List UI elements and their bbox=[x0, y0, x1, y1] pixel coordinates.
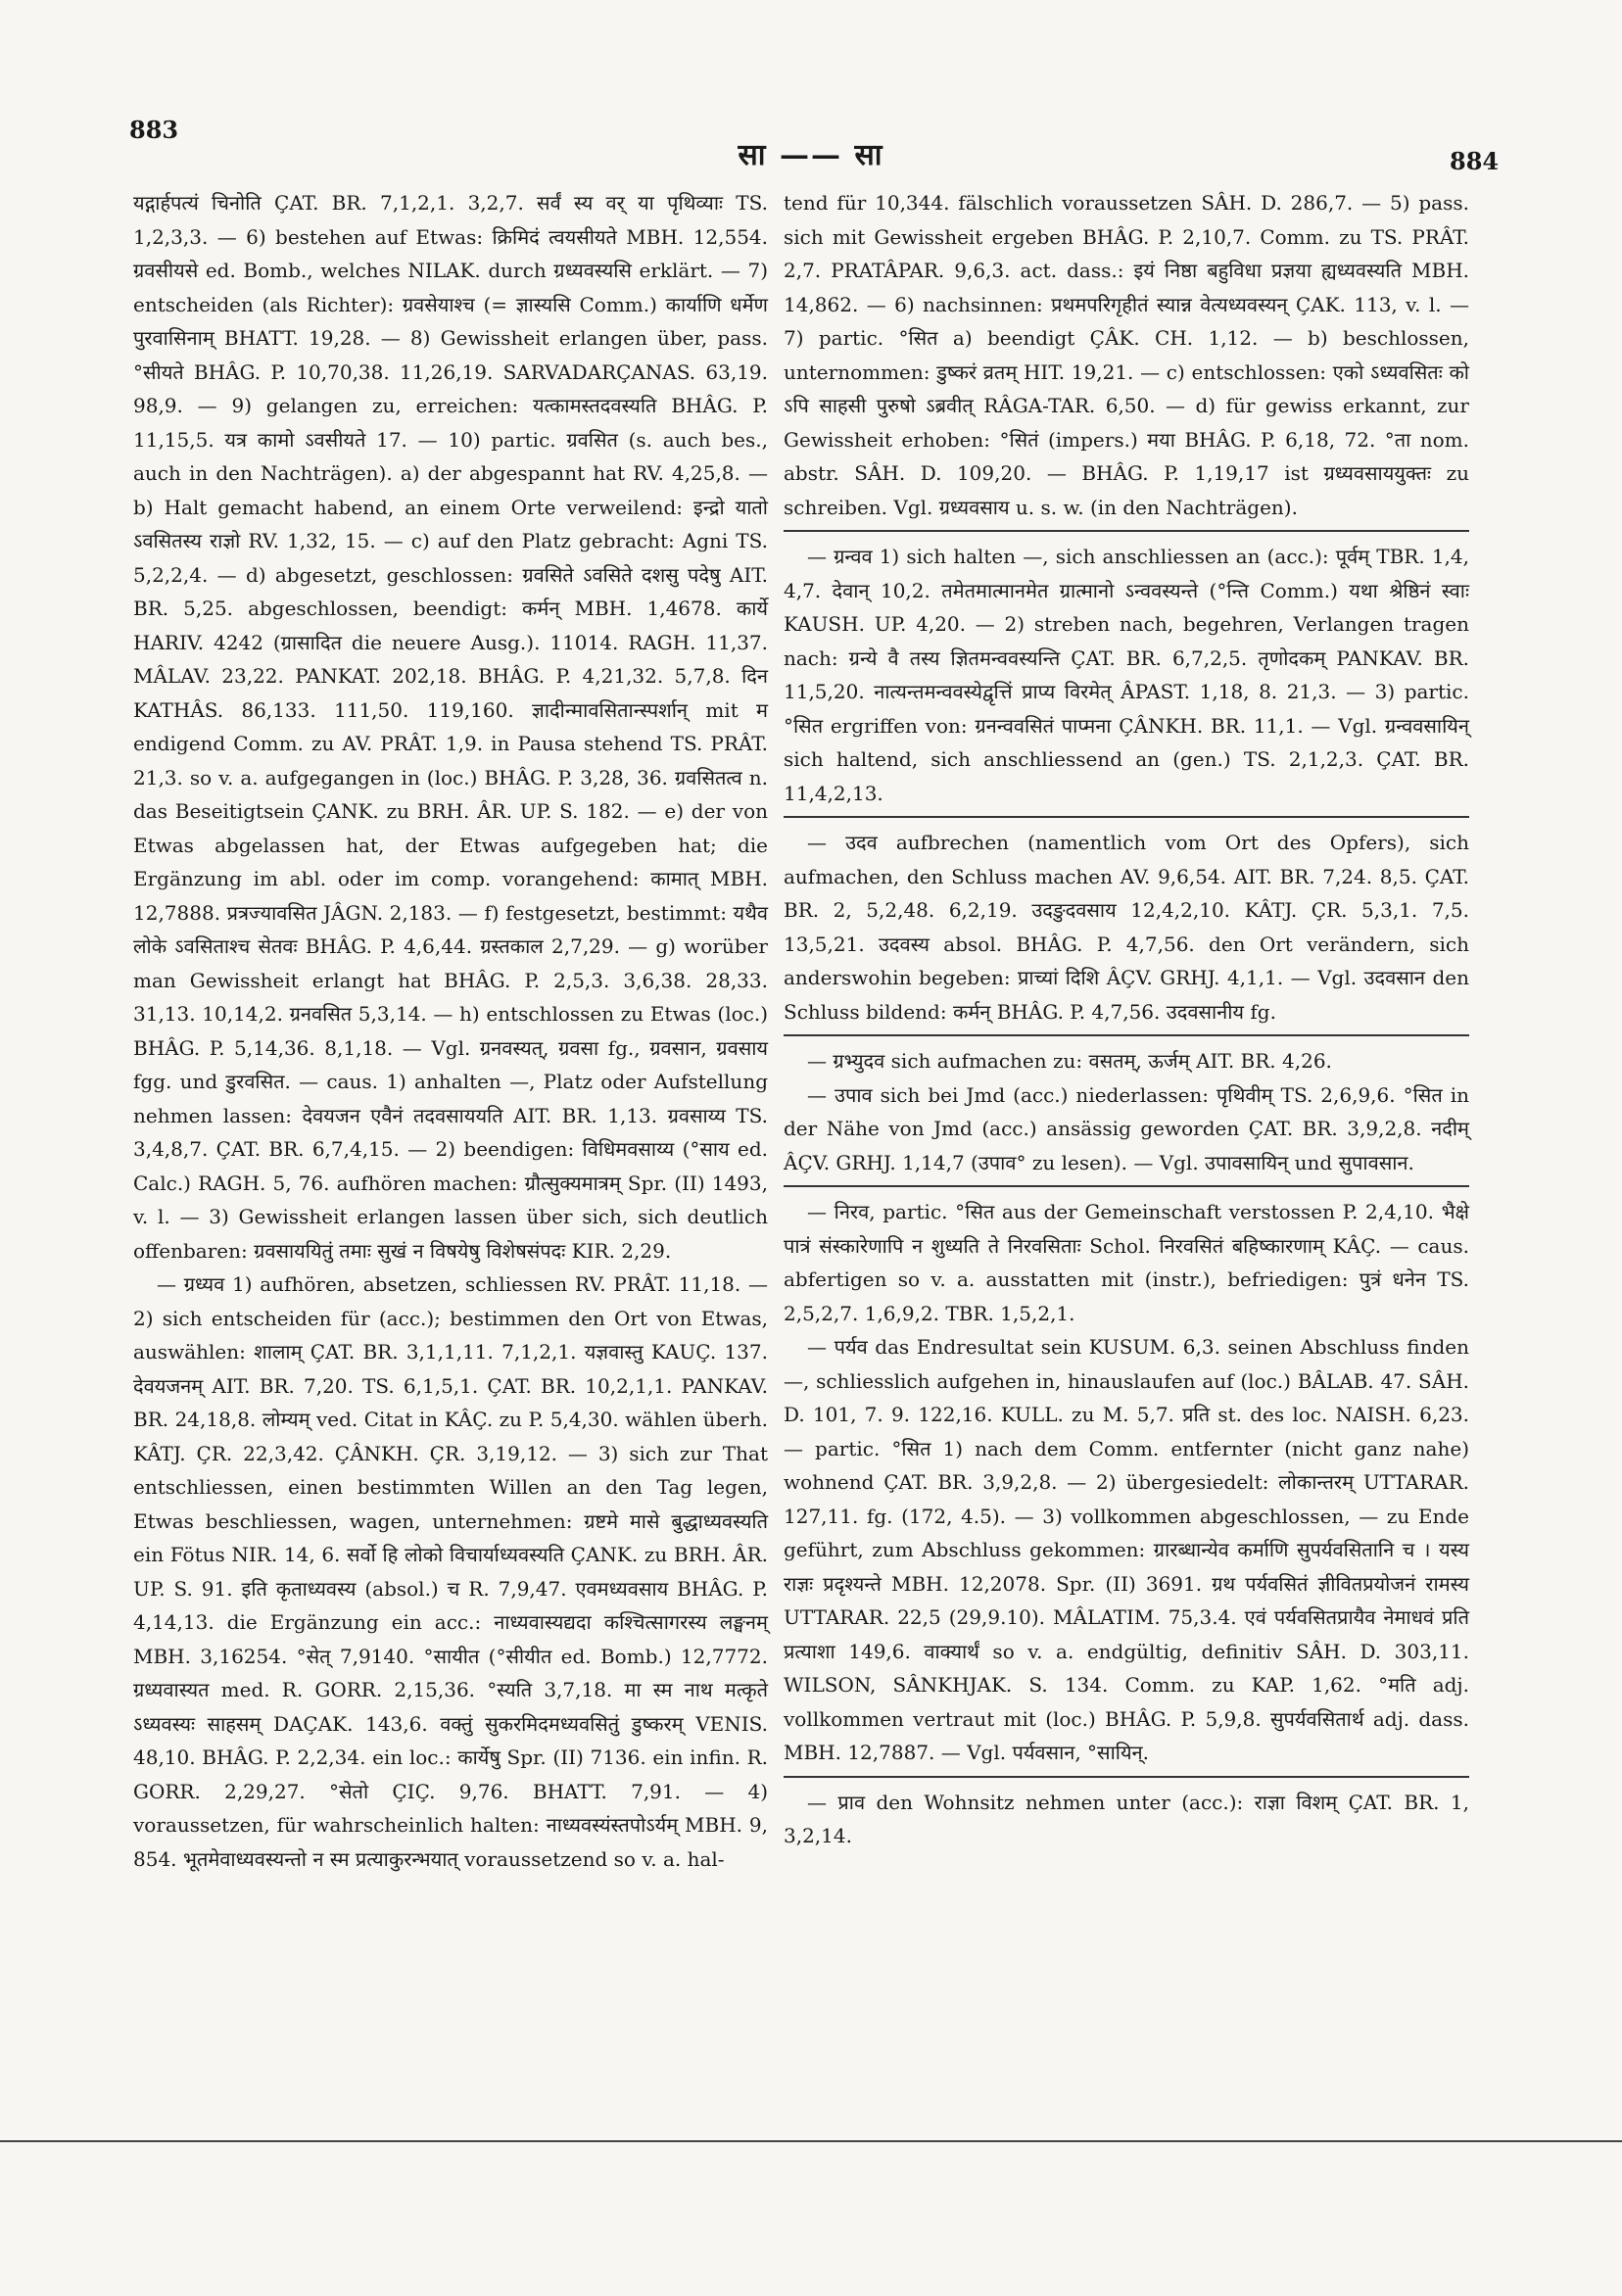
entry-paragraph: — ग्रभ्युदव sich aufmachen zu: वसतम्, ऊर्जम् AIT. BR. 4,26. bbox=[807, 1049, 1332, 1073]
entry-paragraph: — ग्रन्वव 1) sich halten —, sich anschliessen an (acc.): पूर्वम् TBR. 1,4, 4,7. देवान् 10,2. तमेतमात्मानमेत ग्रात्मानो ऽन्ववस्यन्ते (°न्ति Comm.) यथा श्रेष्ठिनं स्वाः KAUSH. UP. 4,20. — 2) streben nach, begehren, Verlangen tragen nach: ग्रन्ये वै तस्य ज्ञितमन्ववस्यन्ति ÇAT. BR. 6,7,2,5. तृणोदकम् PANKAV. BR. 11,5,20. नात्यन्तमन्ववस्येद्वृत्तिं प्राप्य विरमेत् ÂPAST. 1,18, 8. 21,3. — 3) partic. °सित ergriffen von: ग्रनन्ववसितं पाप्मना ÇÂNKH. BR. 11,1. — Vgl. ग्रन्ववसायिन् sich haltend, sich anschliessend an (gen.) TS. 2,1,2,3. ÇAT. BR. 11,4,2,13. bbox=[784, 545, 1469, 805]
left-page-number: 883 bbox=[129, 116, 179, 144]
running-head: सा —— सा bbox=[738, 138, 884, 172]
entry-separator bbox=[784, 816, 1469, 818]
entry-paragraph: — निरव, partic. °सित aus der Gemeinschaft verstossen P. 2,4,10. भैक्षे पात्रं संस्कारेणापि न शुध्यति ते निरवसिताः Schol. निरवसितं बहिष्कारणाम् KÂÇ. — caus. abfertigen so v. a. ausstatten mit (instr.), befriedigen: पुत्रं धनेन TS. 2,5,2,7. 1,6,9,2. TBR. 1,5,2,1. bbox=[784, 1200, 1469, 1325]
entry-separator bbox=[784, 1185, 1469, 1187]
entry-paragraph: — उपाव sich bei Jmd (acc.) niederlassen: पृथिवीम् TS. 2,6,9,6. °सित in der Nähe von Jmd (acc.) ansässig geworden ÇAT. BR. 3,9,2,8. नदीम् ÂÇV. GRHJ. 1,14,7 (उपाव° zu lesen). — Vgl. उपावसायिन् und सुपावसान. bbox=[784, 1082, 1469, 1174]
entry-paragraph: tend für 10,344. fälschlich voraussetzen SÂH. D. 286,7. — 5) pass. sich mit Gewissheit ergeben BHÂG. P. 2,10,7. Comm. zu TS. PRÂT. 2,7. PRATÂPAR. 9,6,3. act. dass.: इयं निष्ठा बहुविधा प्रज्ञया ह्यध्यवस्यति MBH. 14,862. — 6) nachsinnen: प्रथमपरिगृहीतं स्यान्न वेत्यध्यवस्यन् ÇAK. 113, v. l. — 7) partic. °सित a) beendigt ÇÂK. CH. 1,12. — b) beschlossen, unternommen: डुष्करं व्रतम् HIT. 19,21. — c) entschlossen: एको ऽध्यवसितः को ऽपि साहसी पुरुषो ऽब्रवीत् RÂGA-TAR. 6,50. — d) für gewiss erkannt, zur Gewissheit erhoben: °सितं (impers.) मया BHÂG. P. 6,18, 72. °ता nom. abstr. SÂH. D. 109,20. — BHÂG. P. 1,19,17 ist ग्रध्यवसाययुक्तः zu schreiben. Vgl. ग्रध्यवसाय u. s. w. (in den Nachträgen). bbox=[784, 191, 1469, 519]
entry-paragraph: — ग्रध्यव 1) aufhören, absetzen, schliessen RV. PRÂT. 11,18. — 2) sich entscheiden für (acc.); bestimmen den Ort von Etwas, auswählen: शालाम् ÇAT. BR. 3,1,1,11. 7,1,2,1. यज्ञवास्तु KAUÇ. 137. देवयजनम् AIT. BR. 7,20. TS. 6,1,5,1. ÇAT. BR. 10,2,1,1. PANKAV. BR. 24,18,8. लोम्यम् ved. Citat in KÂÇ. zu P. 5,4,30. wählen überh. KÂTJ. ÇR. 22,3,42. ÇÂNKH. ÇR. 3,19,12. — 3) sich zur That entschliessen, einen bestimmten Willen an den Tag legen, Etwas beschliessen, wagen, unternehmen: ग्रष्टमे मासे बुद्धाध्यवस्यति ein Fötus NIR. 14, 6. सर्वो हि लोको विचार्याध्यवस्यति ÇANK. zu BRH. ÂR. UP. S. 91. इति कृताध्यवस्य (absol.) च R. 7,9,47. एवमध्यवसाय BHÂG. P. 4,14,13. die Ergänzung ein acc.: नाध्यवास्यद्यदा कश्चित्सागरस्य लङ्घनम् MBH. 3,16254. °सेत् 7,9140. °सायीत (°सीयीत ed. Bomb.) 12,7772. ग्रध्यवास्यत med. R. GORR. 2,15,36. °स्यति 3,7,18. मा स्म नाथ मत्कृते ऽध्यवस्यः साहसम् DAÇAK. 143,6. वक्तुं सुकरमिदमध्यवसितुं डुष्करम् VENIS. 48,10. BHÂG. P. 2,2,34. ein loc.: कार्येषु Spr. (II) 7136. ein infin. R. GORR. 2,29,27. °सेतो ÇIÇ. 9,76. BHATT. 7,91. — 4) voraussetzen, für wahrscheinlich halten: नाध्यवस्यंस्तपोऽर्यम् MBH. 9, 854. भूतमेवाध्यवस्यन्तो न स्म प्रत्याकुरन्भयात् voraussetzend so v. a. hal- bbox=[133, 1272, 768, 1871]
entry-paragraph: — उदव aufbrechen (namentlich vom Ort des Opfers), sich aufmachen, den Schluss machen AV. 9,6,54. AIT. BR. 7,24. 8,5. ÇAT. BR. 2, 5,2,48. 6,2,19. उदङुदवसाय 12,4,2,10. KÂTJ. ÇR. 5,3,1. 7,5. 13,5,21. उदवस्य absol. BHÂG. P. 4,7,56. den Ort verändern, sich anderswohin begeben: प्राच्यां दिशि ÂÇV. GRHJ. 4,1,1. — Vgl. उदवसान den Schluss bildend: कर्मन् BHÂG. P. 4,7,56. उदवसानीय fg. bbox=[784, 831, 1469, 1024]
entry-paragraph: — प्राव den Wohnsitz nehmen unter (acc.): राज्ञा विशम् ÇAT. BR. 1, 3,2,14. bbox=[784, 1790, 1469, 1847]
right-column bbox=[784, 186, 1469, 1853]
left-column bbox=[133, 186, 768, 1876]
entry-separator bbox=[784, 530, 1469, 532]
entry-paragraph: — पर्यव das Endresultat sein KUSUM. 6,3. seinen Abschluss finden —, schliesslich aufgehen in, hinauslaufen auf (loc.) BÂLAB. 47. SÂH. D. 101, 7. 9. 122,16. KULL. zu M. 5,7. प्रति st. des loc. NAISH. 6,23. — partic. °सित 1) nach dem Comm. entfernter (nicht ganz nahe) wohnend ÇAT. BR. 3,9,2,8. — 2) übergesiedelt: लोकान्तरम् UTTARAR. 127,11. fg. (172, 4.5). — 3) vollkommen abgeschlossen, — zu Ende geführt, zum Abschluss gekommen: ग्रारब्धान्येव कर्माणि सुपर्यवसितानि च । यस्य राज्ञः प्रदृश्यन्ते MBH. 12,2078. Spr. (II) 3691. ग्रथ पर्यवसितं ज्ञीवितप्रयोजनं रामस्य UTTARAR. 22,5 (29,9.10). MÂLATIM. 75,3.4. एवं पर्यवसितप्रायैव नेमाधवं प्रति प्रत्याशा 149,6. वाक्यार्थं so v. a. endgültig, definitiv SÂH. D. 303,11. WILSON, SÂNKHJAK. S. 134. Comm. zu KAP. 1,62. °मति adj. vollkommen vertraut mit (loc.) BHÂG. P. 5,9,8. सुपर्यवसितार्थ adj. dass. MBH. 12,7887. — Vgl. पर्यवसान, °सायिन्. bbox=[784, 1335, 1469, 1764]
right-page-number: 884 bbox=[1450, 147, 1500, 175]
page-bottom-rule bbox=[0, 2140, 1622, 2142]
entry-separator bbox=[784, 1034, 1469, 1036]
entry-paragraph: यद्गार्हपत्यं चिनोति ÇAT. BR. 7,1,2,1. 3,2,7. सर्वं स्य वर् या पृथिव्याः TS. 1,2,3,3. — 6) bestehen auf Etwas: क्रिमिदं त्वयसीयते MBH. 12,554. ग्रवसीयसे ed. Bomb., welches NILAK. durch ग्रध्यवस्यसि erklärt. — 7) entscheiden (als Richter): ग्रवसेयाश्च (= ज्ञास्यसि Comm.) कार्याणि धर्मेण पुरवासिनाम् BHATT. 19,28. — 8) Gewissheit erlangen über, pass. °सीयते BHÂG. P. 10,70,38. 11,26,19. SARVADARÇANAS. 63,19. 98,9. — 9) gelangen zu, erreichen: यत्कामस्तदवस्यति BHÂG. P. 11,15,5. यत्र कामो ऽवसीयते 17. — 10) partic. ग्रवसित (s. auch bes., auch in den Nachträgen). a) der abgespannt hat RV. 4,25,8. — b) Halt gemacht habend, an einem Orte verweilend: इन्द्रो यातो ऽवसितस्य राज्ञो RV. 1,32, 15. — c) auf den Platz gebracht: Agni TS. 5,2,2,4. — d) abgesetzt, geschlossen: ग्रवसिते ऽवसिते दशसु पदेषु AIT. BR. 5,25. abgeschlossen, beendigt: कर्मन् MBH. 1,4678. कार्ये HARIV. 4242 (ग्रासादित die neuere Ausg.). 11014. RAGH. 11,37. MÂLAV. 23,22. PANKAT. 202,18. BHÂG. P. 4,21,32. 5,7,8. दिन KATHÂS. 86,133. 111,50. 119,160. ज्ञादीन्मावसितान्स्पर्शान् mit म endigend Comm. zu AV. PRÂT. 1,9. in Pausa stehend TS. PRÂT. 21,3. so v. a. aufgegangen in (loc.) BHÂG. P. 3,28, 36. ग्रवसितत्व n. das Beseitigtsein ÇANK. zu BRH. ÂR. UP. S. 182. — e) der von Etwas abgelassen hat, der Etwas aufgegeben hat; die Ergänzung im abl. oder im comp. vorangehend: कामात् MBH. 12,7888. प्रत्रज्यावसित JÂGN. 2,183. — f) festgesetzt, bestimmt: यथैव लोके ऽवसिताश्च सेतवः BHÂG. P. 4,6,44. ग्रस्तकाल 2,7,29. — g) worüber man Gewissheit erlangt hat BHÂG. P. 2,5,3. 3,6,38. 28,33. 31,13. 10,14,2. ग्रनवसित 5,3,14. — h) entschlossen zu Etwas (loc.) BHÂG. P. 5,14,36. 8,1,18. — Vgl. ग्रनवस्यत्, ग्रवसा fg., ग्रवसान, ग्रवसाय fgg. und डुरवसित. — caus. 1) anhalten —, Platz oder Aufstellung nehmen lassen: देवयजन एवैनं तदवसाययति AIT. BR. 1,13. ग्रवसाय्य TS. 3,4,8,7. ÇAT. BR. 6,7,4,15. — 2) beendigen: विधिमवसाय्य (°साय ed. Calc.) RAGH. 5, 76. aufhören machen: ग्रौत्सुक्यमात्रम् Spr. (II) 1493, v. l. — 3) Gewissheit erlangen lassen über sich, sich deutlich offenbaren: ग्रवसाययितुं तमाः सुखं न विषयेषु विशेषसंपदः KIR. 2,29. bbox=[133, 191, 768, 1263]
entry-separator bbox=[784, 1776, 1469, 1778]
